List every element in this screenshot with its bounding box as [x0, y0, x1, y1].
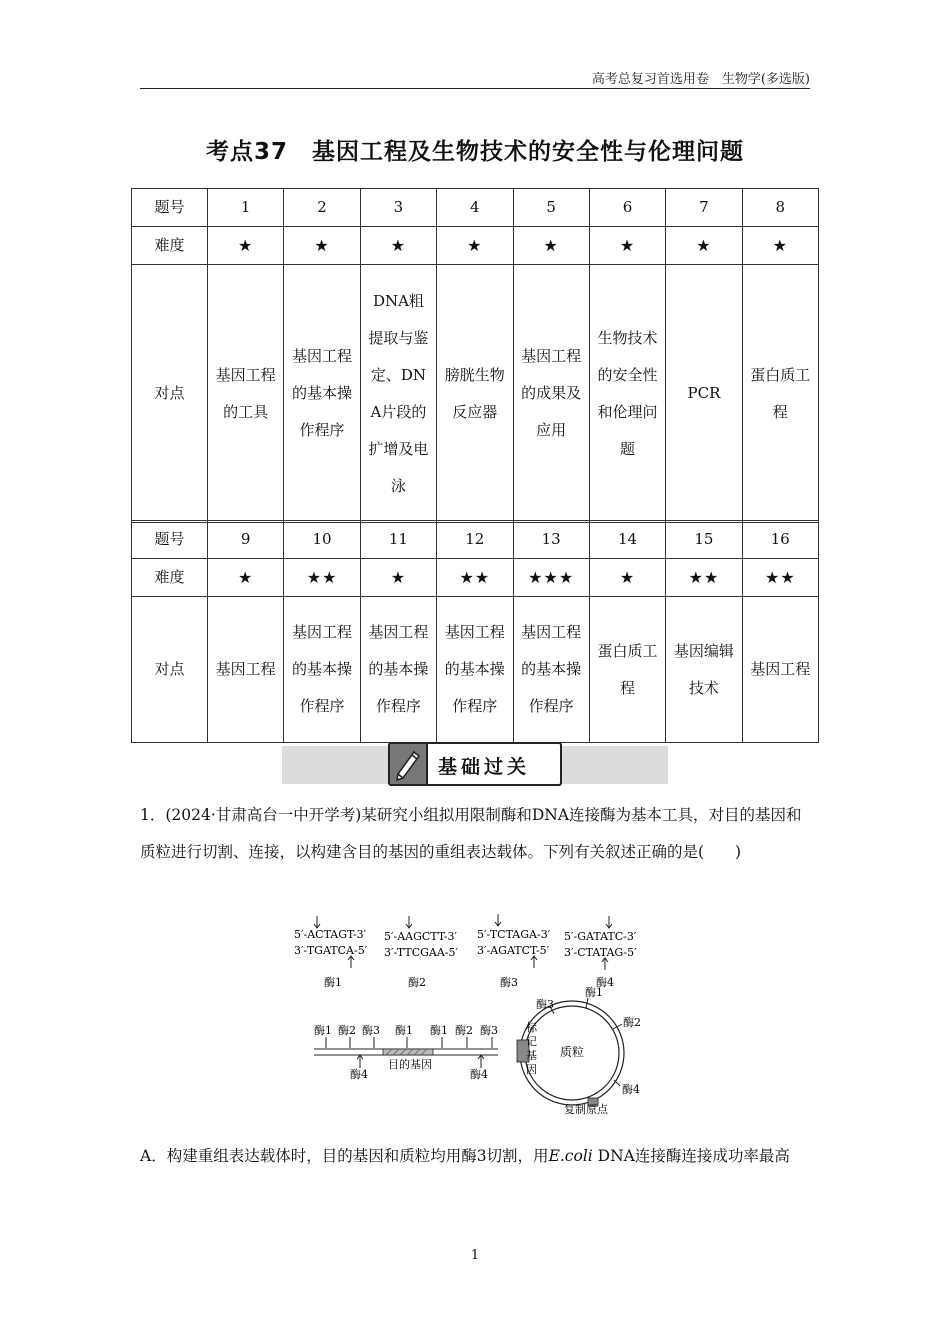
question-number: 10 [284, 521, 360, 559]
origin-label: 复制原点 [564, 1103, 608, 1116]
row-label-topic: 对点 [132, 597, 208, 743]
page-title: 考点37 基因工程及生物技术的安全性与伦理问题 [205, 139, 744, 165]
option-a [140, 1138, 812, 1175]
table-row-numbers [132, 189, 819, 227]
row-label-number: 题号 [132, 189, 208, 227]
topic-cell: 基因工程的基本操作程序 [284, 597, 360, 743]
seq-top: 5′-AAGCTT-3′ [384, 930, 457, 943]
site-label: 酶2 [455, 1024, 473, 1037]
row-label-topic: 对点 [132, 265, 208, 523]
question-1 [140, 797, 812, 871]
marker-gene-label: 因 [526, 1063, 537, 1076]
topic-cell: 基因工程的基本操作程序 [437, 597, 513, 743]
question-number: 2 [284, 189, 360, 227]
seq-bottom: 3′-TGATCA-5′ [294, 944, 368, 957]
table-row-numbers [132, 521, 819, 559]
question-number: 16 [742, 521, 818, 559]
target-gene-label: 目的基因 [388, 1058, 432, 1071]
difficulty-stars: ★ [589, 559, 665, 597]
enzyme-label: 酶1 [324, 976, 342, 989]
difficulty-stars: ★★ [284, 559, 360, 597]
page-number: 1 [470, 1248, 480, 1263]
option-a-prefix: A．构建重组表达载体时，目的基因和质粒均用酶3切割，用 [140, 1147, 549, 1165]
row-label-difficulty: 难度 [132, 227, 208, 265]
difficulty-stars: ★ [589, 227, 665, 265]
seq-bottom: 3′-CTATAG-5′ [564, 946, 637, 959]
section-banner [282, 746, 668, 784]
enzyme-4-site [564, 916, 637, 989]
topic-cell: 基因编辑技术 [666, 597, 742, 743]
running-header: 高考总复习首选用卷 生物学(多选版) [591, 72, 810, 87]
plasmid-site-label: 酶3 [536, 998, 554, 1011]
question-number: 11 [360, 521, 436, 559]
marker-gene-label: 基 [526, 1049, 537, 1062]
difficulty-stars: ★ [666, 227, 742, 265]
enzyme-2-site [384, 916, 459, 989]
question-number: 14 [589, 521, 665, 559]
topic-cell: PCR [666, 265, 742, 523]
question-number: 4 [437, 189, 513, 227]
enzyme-label: 酶3 [500, 976, 518, 989]
row-label-number: 题号 [132, 521, 208, 559]
question-number: 13 [513, 521, 589, 559]
site-label: 酶4 [470, 1068, 488, 1081]
topic-cell: 基因工程的成果及应用 [513, 265, 589, 523]
topic-cell: 基因工程的基本操作程序 [284, 265, 360, 523]
plasmid-site-label: 酶4 [622, 1083, 640, 1096]
difficulty-stars: ★★ [742, 559, 818, 597]
row-label-difficulty: 难度 [132, 559, 208, 597]
seq-top: 5′-ACTAGT-3′ [294, 928, 367, 941]
banner-box [388, 742, 562, 786]
question-number: 5 [513, 189, 589, 227]
topic-cell: 基因工程的基本操作程序 [513, 597, 589, 743]
topic-cell: 蛋白质工程 [742, 265, 818, 523]
difficulty-stars: ★★★ [513, 559, 589, 597]
site-label: 酶1 [314, 1024, 332, 1037]
pencil-icon [390, 744, 428, 784]
option-a-suffix: DNA连接酶连接成功率最高 [592, 1147, 790, 1165]
site-label: 酶4 [350, 1068, 368, 1081]
topic-cell: 基因工程 [208, 597, 284, 743]
seq-top: 5′-TCTAGA-3′ [477, 928, 551, 941]
marker-gene-label: 标 [526, 1021, 537, 1034]
question-number: 7 [666, 189, 742, 227]
table-row-topics [132, 265, 819, 523]
question-number: 9 [208, 521, 284, 559]
topic-cell: DNA粗提取与鉴定、DNA片段的扩增及电泳 [360, 265, 436, 523]
site-label: 酶1 [395, 1024, 413, 1037]
restriction-enzyme-figure [288, 910, 678, 1120]
banner-label: 基础过关 [438, 756, 531, 778]
difficulty-table-2 [131, 520, 819, 743]
difficulty-table-1 [131, 188, 819, 523]
plasmid-site-label: 酶1 [585, 986, 603, 999]
question-number: 1 [208, 189, 284, 227]
site-label: 酶3 [480, 1024, 498, 1037]
question-number: 8 [742, 189, 818, 227]
difficulty-stars: ★ [437, 227, 513, 265]
question-number: 3 [360, 189, 436, 227]
difficulty-stars: ★★ [437, 559, 513, 597]
dna-fragment [314, 1023, 498, 1081]
difficulty-stars: ★ [360, 227, 436, 265]
seq-bottom: 3′-AGATCT-5′ [477, 944, 550, 957]
enzyme-label: 酶4 [596, 976, 614, 989]
difficulty-stars: ★ [208, 559, 284, 597]
enzyme-1-site [294, 916, 368, 989]
question-stem: 某研究小组拟用限制酶和DNA连接酶为基本工具，对目的基因和质粒进行切割、连接，以构建含目的基因的重组表达载体。下列有关叙述正确的是( ) [140, 806, 802, 861]
site-label: 酶2 [338, 1024, 356, 1037]
table-row-difficulty [132, 559, 819, 597]
seq-bottom: 3′-TTCGAA-5′ [384, 946, 459, 959]
enzyme-label: 酶2 [408, 976, 426, 989]
option-a-italic: E.coli [548, 1147, 593, 1165]
marker-gene-label: 记 [526, 1035, 537, 1048]
difficulty-stars: ★ [284, 227, 360, 265]
topic-cell: 基因工程 [742, 597, 818, 743]
table-row-topics [132, 597, 819, 743]
topic-cell: 基因工程的工具 [208, 265, 284, 523]
plasmid-site-label: 酶2 [623, 1016, 641, 1029]
seq-top: 5′-GATATC-3′ [564, 930, 637, 943]
topic-cell: 膀胱生物反应器 [437, 265, 513, 523]
header-rule [140, 88, 810, 89]
difficulty-stars: ★ [513, 227, 589, 265]
enzyme-sequences [294, 914, 637, 989]
enzyme-3-site [477, 914, 551, 989]
difficulty-stars: ★ [208, 227, 284, 265]
plasmid-label: 质粒 [560, 1045, 585, 1059]
question-number-label: 1． [140, 806, 166, 824]
topic-cell: 生物技术的安全性和伦理问题 [589, 265, 665, 523]
table-row-difficulty [132, 227, 819, 265]
difficulty-stars: ★ [742, 227, 818, 265]
difficulty-stars: ★ [360, 559, 436, 597]
site-label: 酶3 [362, 1024, 380, 1037]
difficulty-stars: ★★ [666, 559, 742, 597]
plasmid-diagram [517, 985, 641, 1116]
question-source: (2024·甘肃高台一中开学考) [165, 806, 362, 824]
topic-cell: 蛋白质工程 [589, 597, 665, 743]
question-number: 15 [666, 521, 742, 559]
topic-cell: 基因工程的基本操作程序 [360, 597, 436, 743]
question-number: 6 [589, 189, 665, 227]
question-number: 12 [437, 521, 513, 559]
site-label: 酶1 [430, 1024, 448, 1037]
